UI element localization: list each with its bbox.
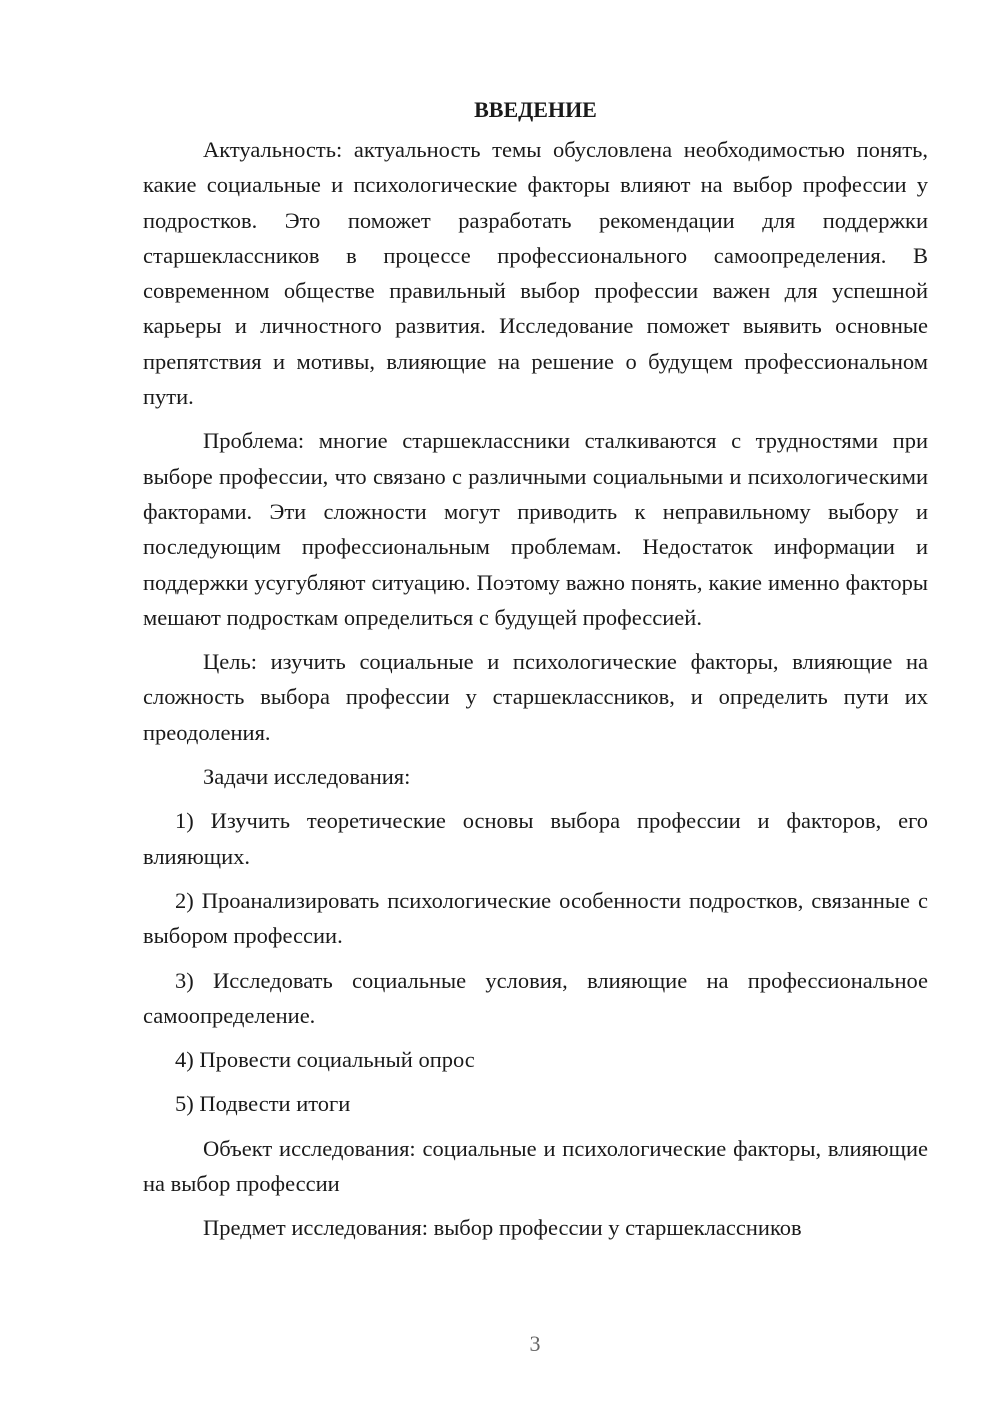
object-paragraph: Объект исследования: социальные и психологические факторы, влияющие на выбор профессии [143, 1135, 928, 1197]
task-item-4: 4) Провести социальный опрос [175, 1047, 475, 1073]
subject-paragraph: Предмет исследования: выбор профессии у старшеклассников [203, 1215, 802, 1241]
relevance-paragraph: Актуальность: актуальность темы обусловлена необходимостью понять, какие социальные и психологические факторы влияют на выбор профессии у подростков. Это поможет разработать рекомендации для поддержки старшеклассников в процессе профессионального самоопределения. В современном обществе правильный выбор профессии важен для успешной карьеры и личностного развития. Исследование поможет выявить основные препятствия и мотивы, влияющие на решение о будущем профессиональном пути. [143, 137, 928, 410]
page-number: 3 [529, 1331, 541, 1356]
task-item-5: 5) Подвести итоги [175, 1091, 351, 1117]
document-page [143, 92, 928, 1246]
task-item-3: 3) Исследовать социальные условия, влияющие на профессиональное самоопределение. [143, 967, 928, 1028]
task-item-2: 2) Проанализировать психологические особенности подростков, связанные с выбором профессии. [143, 887, 928, 949]
goal-paragraph: Цель: изучить социальные и психологические факторы, влияющие на сложность выбора профессии у старшеклассников, и определить пути их преодоления. [143, 649, 928, 745]
problem-paragraph: Проблема: многие старшеклассники сталкиваются с трудностями при выборе профессии, что связано с различными социальными и психологическими факторами. Эти сложности могут приводить к неправильному выбору и последующим профессиональным проблемам. Недостаток информации и поддержки усугубляют ситуацию. Поэтому важно понять, какие именно факторы мешают подросткам определиться с будущей профессией. [143, 428, 928, 630]
tasks-heading: Задачи исследования: [203, 764, 411, 790]
section-heading: ВВЕДЕНИЕ [474, 97, 597, 122]
task-item-1: 1) Изучить теоретические основы выбора профессии и факторов, его влияющих. [143, 808, 928, 869]
